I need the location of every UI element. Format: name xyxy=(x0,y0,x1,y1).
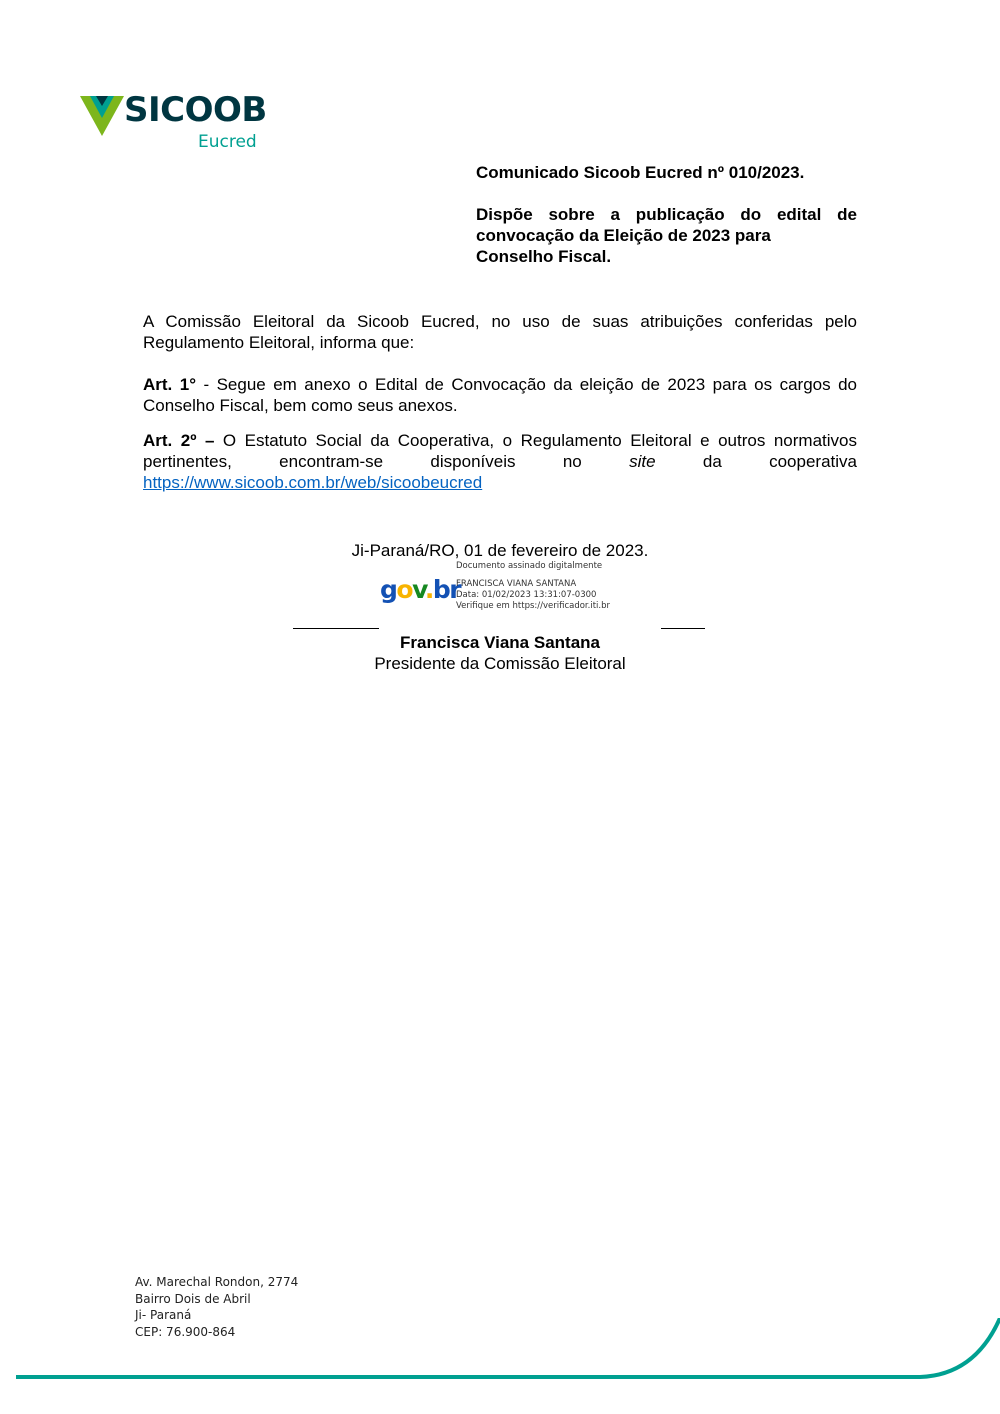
signature-line-left xyxy=(293,628,379,629)
article-1-label: Art. 1° xyxy=(143,375,196,394)
intro-paragraph: A Comissão Eleitoral da Sicoob Eucred, no uso de suas atribuições conferidas pelo Regulamento Eleitoral, informa que: xyxy=(143,312,857,352)
address-line-1: Av. Marechal Rondon, 2774 xyxy=(135,1275,299,1289)
govbr-g: g xyxy=(380,575,397,604)
address-line-3: Ji- Paraná xyxy=(135,1308,192,1322)
govbr-logo xyxy=(380,575,460,604)
signature-line-right xyxy=(661,628,705,629)
address-line-2: Bairro Dois de Abril xyxy=(135,1291,251,1306)
address-line-4: CEP: 76.900-864 xyxy=(135,1324,236,1339)
govbr-o: o xyxy=(396,575,413,604)
article-1 xyxy=(143,374,857,416)
signer-name: Francisca Viana Santana xyxy=(399,633,600,652)
article-2-site-word: site xyxy=(629,452,656,471)
stamp-line-2: FRANCISCA VIANA SANTANA xyxy=(456,579,577,589)
article-1-text: - Segue em anexo o Edital de Convocação da eleição de 2023 para os cargos do Conselho Fiscal, bem como seus anexos. xyxy=(143,375,857,415)
article-2-text-2b: da cooperativa xyxy=(655,452,857,471)
dispoe-line-2: convocação da Eleição de 2023 para xyxy=(476,226,771,245)
article-2 xyxy=(143,430,857,493)
footer-curve-decoration xyxy=(0,1318,1000,1414)
article-2-label: Art. 2º xyxy=(143,431,197,450)
govbr-br: br xyxy=(432,575,461,604)
stamp-line-3: Data: 01/02/2023 13:31:07-0300 xyxy=(456,590,597,600)
digital-signature-stamp xyxy=(378,560,638,616)
signer-role: Presidente da Comissão Eleitoral xyxy=(374,654,626,673)
sicoob-eucred-link[interactable]: https://www.sicoob.com.br/web/sicoobeucred xyxy=(143,473,483,492)
article-2-line-1 xyxy=(143,430,857,451)
article-2-text-1: O Estatuto Social da Cooperativa, o Regulamento Eleitoral e outros normativos xyxy=(222,431,857,450)
sicoob-triangle-mark-icon xyxy=(80,96,124,138)
sicoob-eucred-logo xyxy=(80,90,270,154)
logo-brand: SICOOB xyxy=(124,90,267,130)
govbr-dot: . xyxy=(424,575,433,604)
dispoe-line-3: Conselho Fiscal. xyxy=(476,247,612,266)
logo-subtitle: Eucred xyxy=(198,132,257,152)
dispoe-line-1: Dispõe sobre a publicação do edital de xyxy=(476,205,857,224)
stamp-line-4: Verifique em https://verificador.iti.br xyxy=(456,601,611,611)
article-2-text-2a: pertinentes, encontram-se disponíveis no xyxy=(143,452,630,471)
place-date: Ji-Paraná/RO, 01 de fevereiro de 2023. xyxy=(351,541,649,560)
govbr-v: v xyxy=(412,575,425,604)
dispoe-subject xyxy=(476,204,857,267)
article-2-dash: – xyxy=(196,431,223,450)
stamp-line-1: Documento assinado digitalmente xyxy=(456,561,603,571)
comunicado-title: Comunicado Sicoob Eucred nº 010/2023. xyxy=(476,163,805,182)
article-2-line-2 xyxy=(143,451,857,472)
